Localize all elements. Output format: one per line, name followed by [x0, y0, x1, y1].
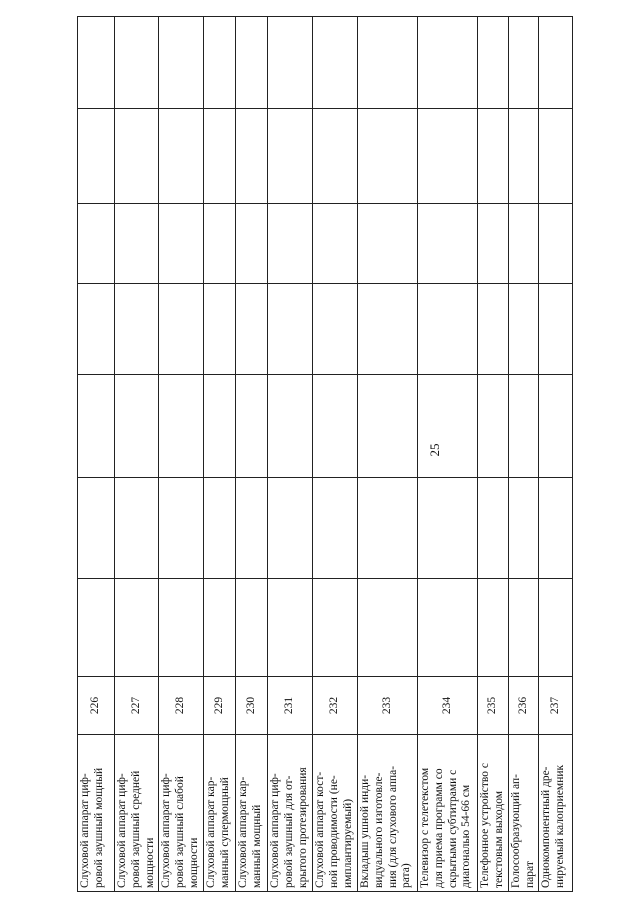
empty-cell	[115, 375, 159, 478]
empty-cell	[268, 478, 313, 579]
table-row	[115, 17, 159, 892]
empty-cell	[159, 204, 204, 284]
empty-cell	[236, 109, 268, 204]
item-name-cell: Слуховой аппарат циф- ровой заушный мощный	[78, 735, 115, 892]
empty-cell	[313, 284, 358, 375]
table-row	[509, 17, 539, 892]
empty-cell	[159, 284, 204, 375]
table-body	[78, 17, 573, 892]
item-name-cell: Слуховой аппарат кар- манный мощный	[236, 735, 268, 892]
empty-cell	[268, 579, 313, 677]
empty-cell	[204, 204, 236, 284]
empty-cell	[358, 375, 418, 478]
item-number-cell: 237	[539, 677, 573, 735]
empty-cell	[313, 579, 358, 677]
item-number-cell: 228	[159, 677, 204, 735]
empty-cell	[313, 375, 358, 478]
empty-cell	[78, 17, 115, 109]
item-name-cell: Слуховой аппарат кар- манный супермощный	[204, 735, 236, 892]
empty-cell	[509, 579, 539, 677]
item-name-cell: Телефонное устройство с текстовым выходом	[478, 735, 509, 892]
item-number-cell: 236	[509, 677, 539, 735]
empty-cell	[313, 204, 358, 284]
empty-cell	[78, 284, 115, 375]
empty-cell	[418, 17, 478, 109]
empty-cell	[268, 109, 313, 204]
table-row	[539, 17, 573, 892]
empty-cell	[509, 17, 539, 109]
table-row	[418, 17, 478, 892]
empty-cell	[358, 478, 418, 579]
empty-cell	[358, 109, 418, 204]
item-name-cell: Голосообразующий ап- парат	[509, 735, 539, 892]
empty-cell	[539, 284, 573, 375]
empty-cell	[159, 109, 204, 204]
empty-cell	[358, 204, 418, 284]
table-row	[358, 17, 418, 892]
empty-cell	[78, 204, 115, 284]
empty-cell	[418, 204, 478, 284]
empty-cell	[418, 109, 478, 204]
empty-cell	[478, 478, 509, 579]
item-name-cell: Вкладыш ушной инди- видуального изготовле- ния (для слухового аппа- рата)	[358, 735, 418, 892]
empty-cell	[539, 375, 573, 478]
item-number-cell: 227	[115, 677, 159, 735]
empty-cell	[313, 478, 358, 579]
empty-cell	[159, 579, 204, 677]
empty-cell	[478, 17, 509, 109]
item-number-cell: 234	[418, 677, 478, 735]
empty-cell	[478, 375, 509, 478]
empty-cell	[115, 204, 159, 284]
empty-cell	[509, 284, 539, 375]
item-name-cell: Слуховой аппарат циф- ровой заушный слабой мощности	[159, 735, 204, 892]
empty-cell	[204, 579, 236, 677]
registry-table	[77, 16, 573, 892]
empty-cell	[268, 204, 313, 284]
empty-cell	[268, 284, 313, 375]
empty-cell	[204, 284, 236, 375]
empty-cell	[358, 284, 418, 375]
empty-cell	[236, 204, 268, 284]
table-row	[204, 17, 236, 892]
empty-cell	[539, 204, 573, 284]
table-row	[78, 17, 115, 892]
empty-cell	[204, 478, 236, 579]
item-name-cell: Слуховой аппарат кост- ной проводимости (не- имплантируемый)	[313, 735, 358, 892]
empty-cell	[78, 375, 115, 478]
item-name-cell: Слуховой аппарат циф- ровой заушный средней мощности	[115, 735, 159, 892]
empty-cell	[159, 375, 204, 478]
empty-cell	[115, 478, 159, 579]
item-name-cell: Однокомпонентный дре- нируемый калоприемник	[539, 735, 573, 892]
empty-cell	[236, 284, 268, 375]
empty-cell	[418, 375, 478, 478]
empty-cell	[204, 17, 236, 109]
empty-cell	[509, 204, 539, 284]
empty-cell	[268, 17, 313, 109]
item-number-cell: 230	[236, 677, 268, 735]
page-number: 25	[427, 443, 442, 457]
empty-cell	[115, 579, 159, 677]
empty-cell	[159, 478, 204, 579]
empty-cell	[78, 579, 115, 677]
table-row	[478, 17, 509, 892]
empty-cell	[236, 17, 268, 109]
empty-cell	[478, 579, 509, 677]
empty-cell	[236, 579, 268, 677]
empty-cell	[78, 478, 115, 579]
empty-cell	[509, 375, 539, 478]
rotated-table-wrapper	[77, 17, 637, 892]
empty-cell	[313, 17, 358, 109]
empty-cell	[78, 109, 115, 204]
table-row	[159, 17, 204, 892]
table-row	[268, 17, 313, 892]
empty-cell	[418, 284, 478, 375]
item-number-cell: 235	[478, 677, 509, 735]
item-number-cell: 229	[204, 677, 236, 735]
empty-cell	[418, 478, 478, 579]
empty-cell	[478, 109, 509, 204]
item-name-cell: Телевизор с телетекстом для приема программ со скрытыми субтитрами с диагональю 54-66 см	[418, 735, 478, 892]
empty-cell	[313, 109, 358, 204]
empty-cell	[478, 204, 509, 284]
item-name-cell: Слуховой аппарат циф- ровой заушный для от- крытого протезирования	[268, 735, 313, 892]
empty-cell	[539, 17, 573, 109]
empty-cell	[204, 375, 236, 478]
table-row	[313, 17, 358, 892]
empty-cell	[268, 375, 313, 478]
empty-cell	[358, 17, 418, 109]
empty-cell	[539, 579, 573, 677]
empty-cell	[418, 579, 478, 677]
empty-cell	[204, 109, 236, 204]
empty-cell	[115, 109, 159, 204]
empty-cell	[539, 478, 573, 579]
item-number-cell: 226	[78, 677, 115, 735]
empty-cell	[478, 284, 509, 375]
item-number-cell: 232	[313, 677, 358, 735]
empty-cell	[115, 284, 159, 375]
table-row	[236, 17, 268, 892]
empty-cell	[509, 109, 539, 204]
empty-cell	[539, 109, 573, 204]
empty-cell	[115, 17, 159, 109]
empty-cell	[236, 375, 268, 478]
item-number-cell: 233	[358, 677, 418, 735]
item-number-cell: 231	[268, 677, 313, 735]
empty-cell	[236, 478, 268, 579]
empty-cell	[358, 579, 418, 677]
empty-cell	[509, 478, 539, 579]
empty-cell	[159, 17, 204, 109]
